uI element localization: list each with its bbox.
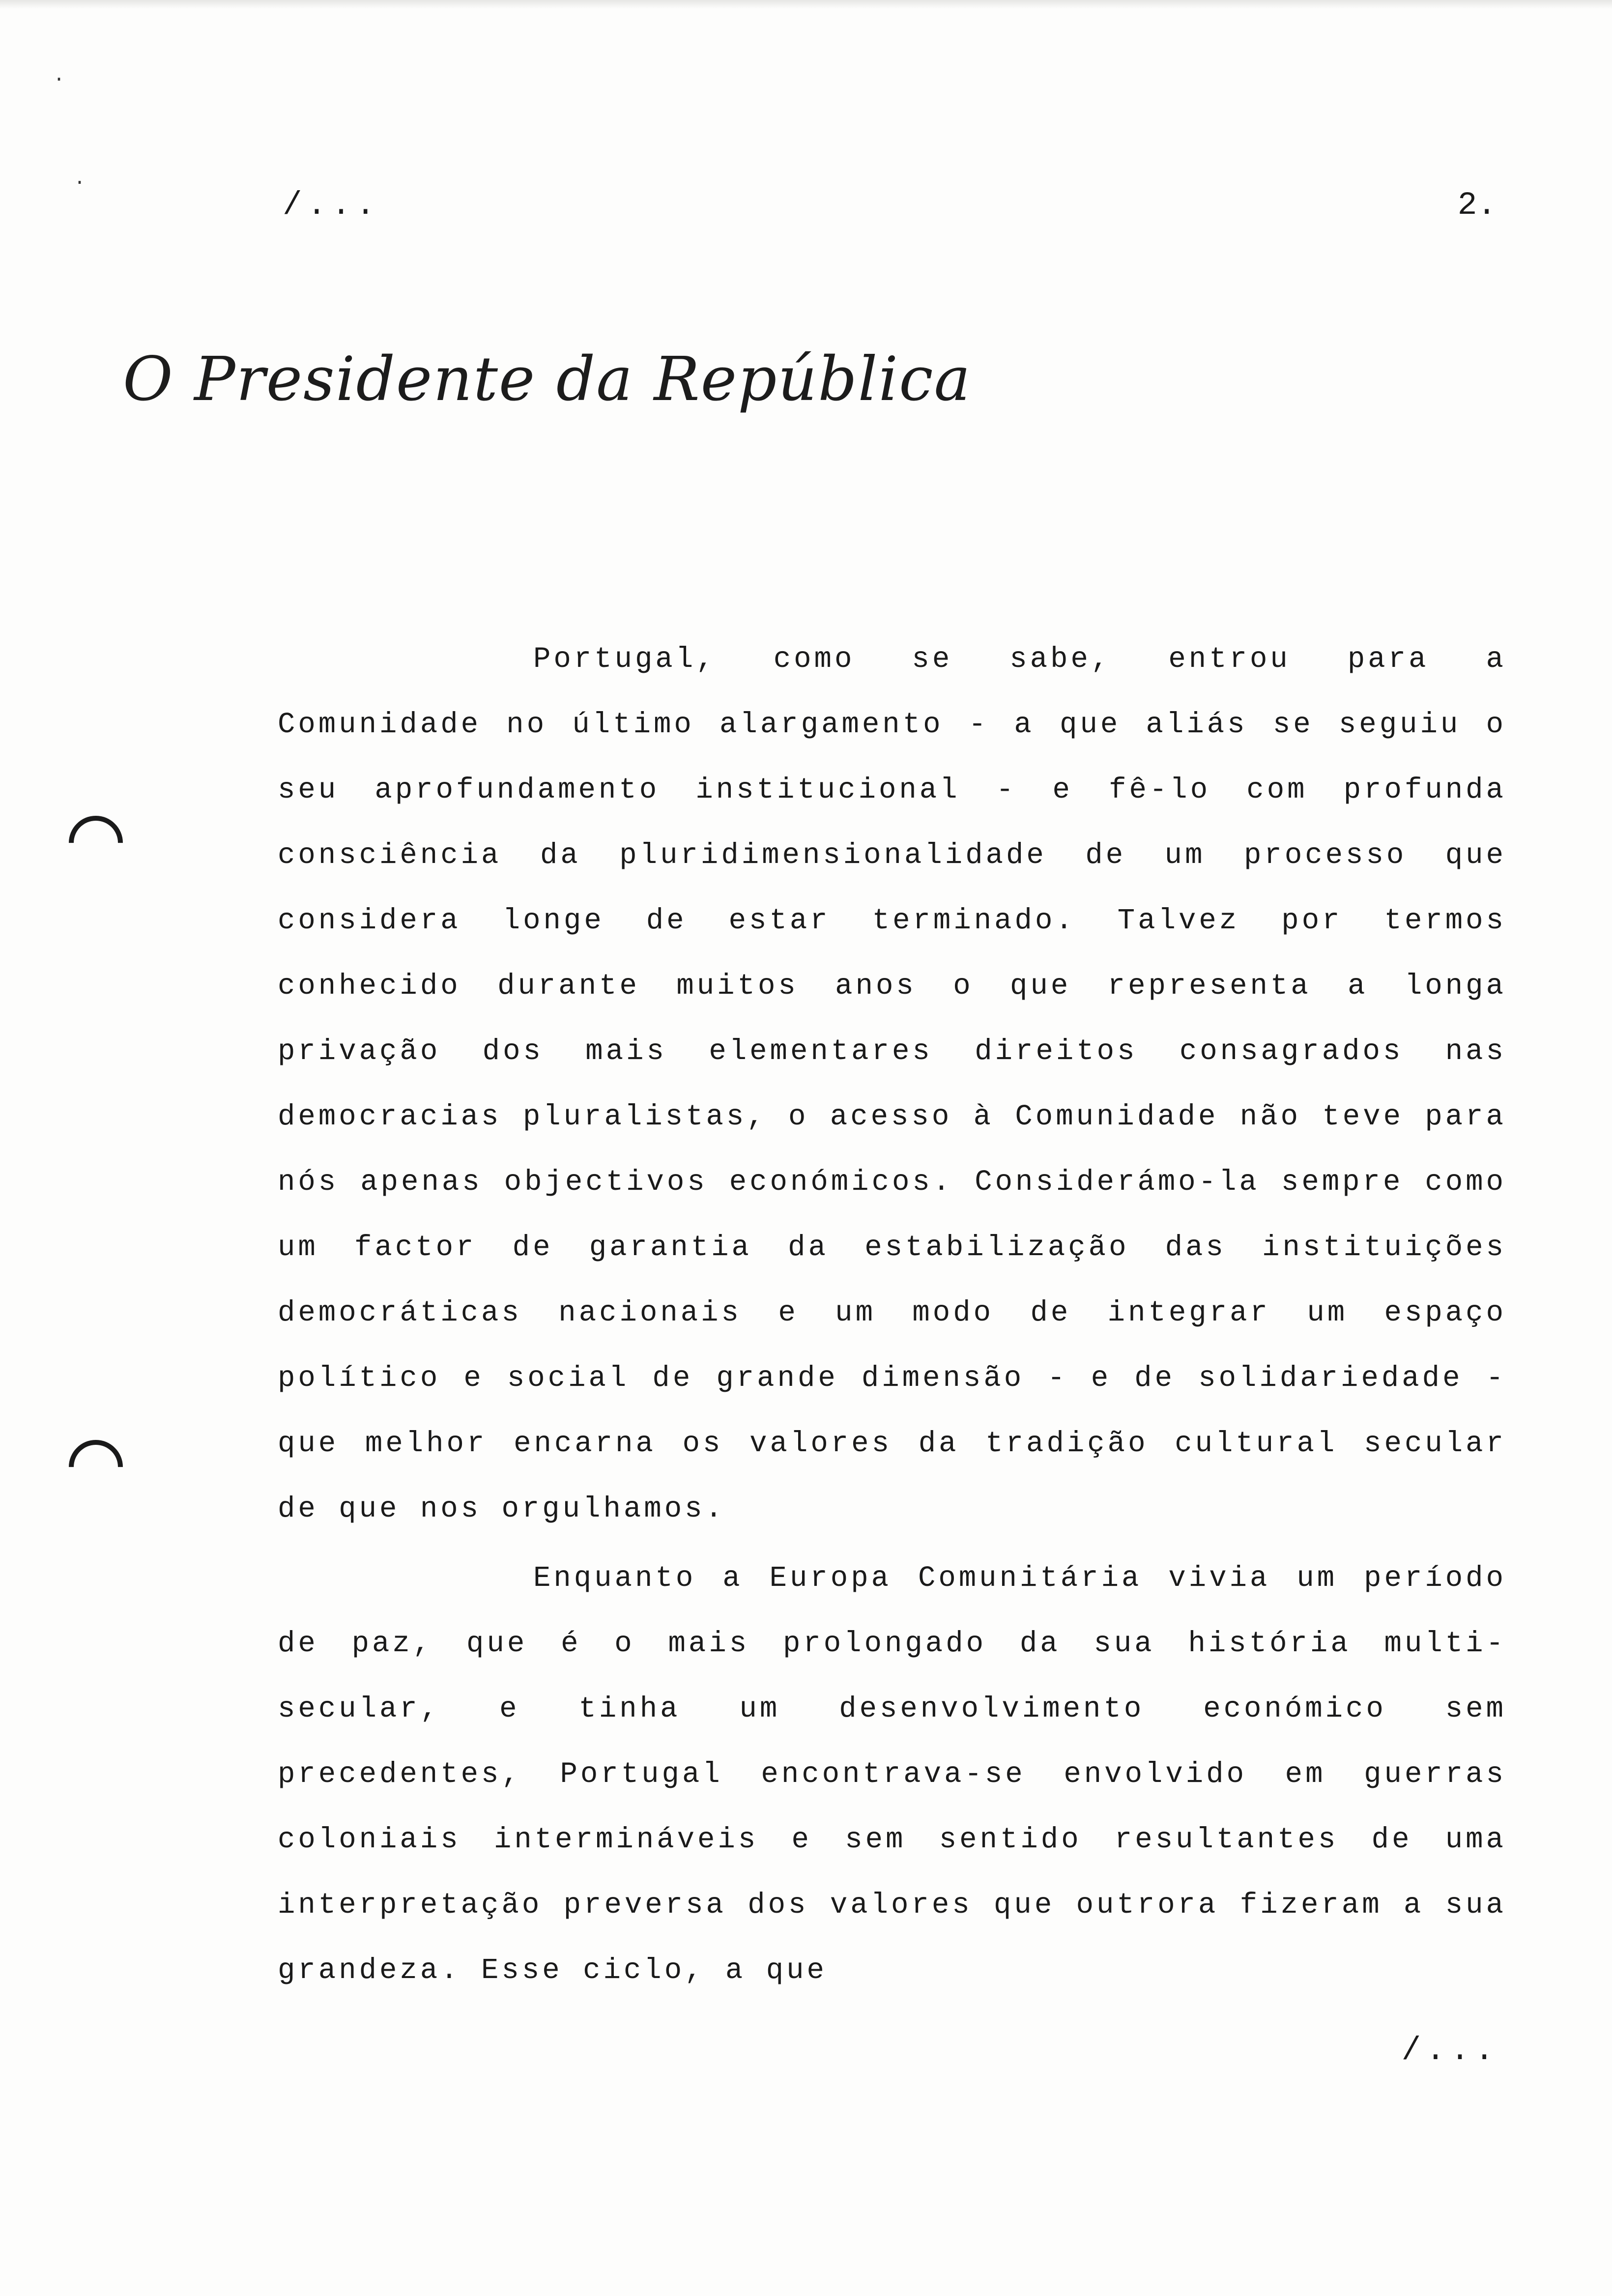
paragraph-text: Portugal, como se sabe, entrou para a Comunidade no último alargamento - a que aliás se seguiu o seu aprofundamento institucional - e fê-lo com profunda consciência da pluridimensionalidade de um processo que considera longe de estar terminado. Talvez por termos conhecido durante muitos anos o que representa a longa privação dos mais elementares direitos consagrados nas democracias pluralistas, o acesso à Comunidade não teve para nós apenas objectivos económicos. Considerámo-la sempre como um factor de garantia da estabilização das instituições democráticas nacionais e um modo de integrar um espaço político e social de grande dimensão - e de solidariedade - que melhor encarna os valores da tradição cultural secular de que nos orgulhamos. — [278, 643, 1506, 1525]
paragraph — [278, 1546, 1506, 2003]
paragraph — [278, 627, 1506, 1542]
punch-hole-mark — [58, 804, 134, 881]
margin-mark: · — [53, 69, 65, 91]
page-top-edge — [0, 0, 1612, 9]
paragraph-text: Enquanto a Europa Comunitária vivia um período de paz, que é o mais prolongado da sua história multi-secular, e tinha um desenvolvimento económico sem precedentes, Portugal encontrava-se envolvido em guerras coloniais intermináveis e sem sentido resultantes de uma interpretação preversa dos valores que outrora fizeram a sua grandeza. Esse ciclo, a que — [278, 1562, 1506, 1987]
continuation-mark-top: /... — [283, 187, 380, 224]
margin-mark: · — [74, 172, 86, 194]
page-number: 2. — [1457, 187, 1497, 224]
punch-hole-mark — [58, 1429, 134, 1505]
page-header — [283, 187, 1497, 241]
letterhead-title: O Presidente da República — [123, 344, 972, 415]
continuation-mark-bottom: /... — [1401, 2032, 1499, 2069]
